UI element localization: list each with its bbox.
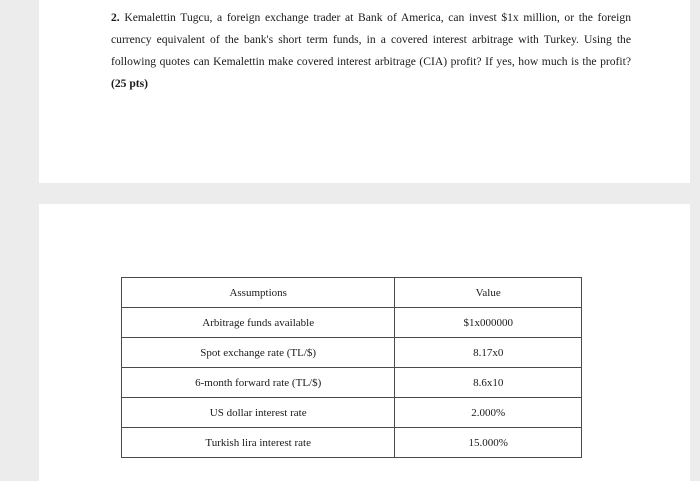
table-panel xyxy=(39,204,690,481)
header-assumptions: Assumptions xyxy=(122,278,395,308)
table-header-row xyxy=(122,278,582,308)
assumption-cell: Arbitrage funds available xyxy=(122,308,395,338)
table-row xyxy=(122,428,582,458)
table-row xyxy=(122,398,582,428)
value-cell: 15.000% xyxy=(395,428,582,458)
assumption-cell: Turkish lira interest rate xyxy=(122,428,395,458)
value-cell: 8.6x10 xyxy=(395,368,582,398)
assumption-cell: Spot exchange rate (TL/$) xyxy=(122,338,395,368)
question-body: Kemalettin Tugcu, a foreign exchange trader at Bank of America, can invest $1x million, or the foreign currency equivalent of the bank's short term funds, in a covered interest arbitrage with Turkey. Using the following quotes can Kemalettin make covered interest arbitrage (CIA) profit? If yes, how much is the profit? xyxy=(111,11,631,68)
quotes-table xyxy=(121,277,582,458)
header-value: Value xyxy=(395,278,582,308)
question-points: (25 pts) xyxy=(111,77,149,90)
question-panel xyxy=(39,0,690,183)
value-cell: 8.17x0 xyxy=(395,338,582,368)
table-row xyxy=(122,338,582,368)
value-cell: 2.000% xyxy=(395,398,582,428)
question-number: 2. xyxy=(111,11,120,24)
assumption-cell: 6-month forward rate (TL/$) xyxy=(122,368,395,398)
question-text xyxy=(111,7,631,95)
value-cell: $1x000000 xyxy=(395,308,582,338)
assumption-cell: US dollar interest rate xyxy=(122,398,395,428)
table-row xyxy=(122,368,582,398)
table-row xyxy=(122,308,582,338)
